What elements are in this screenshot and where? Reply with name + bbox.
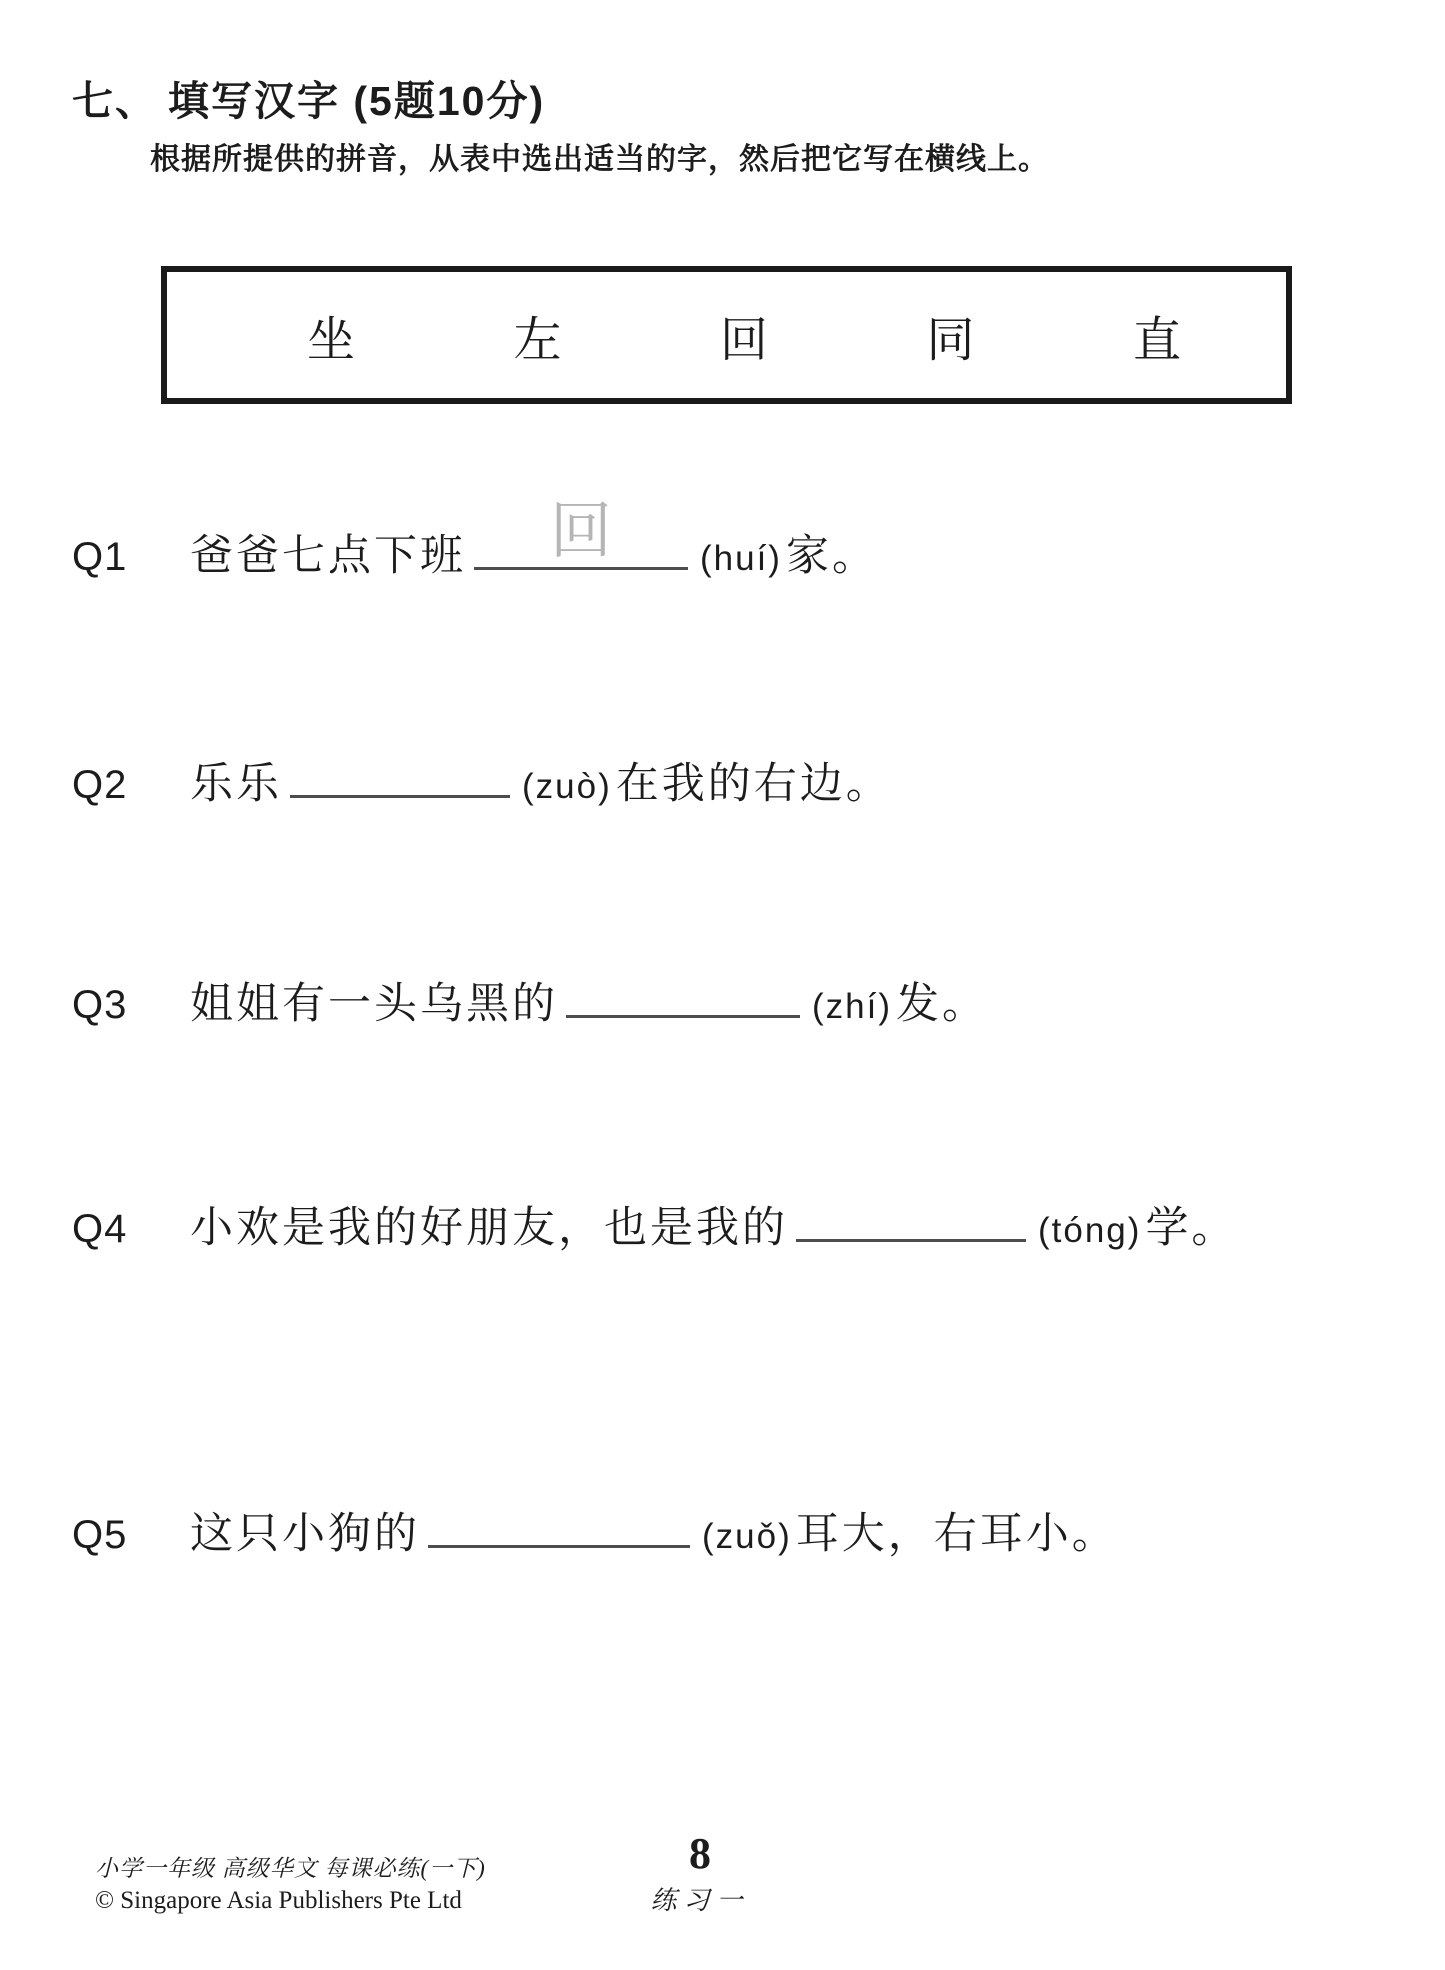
copyright: © Singapore Asia Publishers Pte Ltd [95,1887,462,1914]
question-pre-text: 姐姐有一头乌黑的 [190,981,558,1028]
question-label: Q4 [72,1207,128,1251]
question-text [190,1494,1118,1578]
question-label: Q3 [72,983,128,1027]
question-post-text: 耳大，右耳小。 [795,1511,1118,1558]
question-2 [72,744,1382,828]
bank-character: 同 [926,313,975,367]
question-pre-text: 小欢是我的好朋友，也是我的 [190,1205,788,1252]
question-4 [72,1188,1382,1272]
answer-blank [796,1235,1026,1242]
character-bank-box [161,266,1292,404]
bank-character: 左 [513,313,562,367]
page-number: 8 [689,1829,711,1878]
question-post-text: 家。 [785,533,878,580]
question-label: Q5 [72,1513,128,1557]
question-text [190,744,892,828]
question-1 [72,498,1382,600]
section-heading: 填写汉字 (5题10分) [168,78,546,124]
question-5 [72,1494,1382,1578]
question-pre-text: 爸爸七点下班 [190,533,466,580]
question-post-text: 学。 [1145,1205,1238,1252]
section-number: 七、 [72,78,158,124]
question-pre-text: 这只小狗的 [190,1511,420,1558]
question-text [190,1188,1237,1272]
answer-blank [474,498,688,570]
pinyin-hint: (zuò) [522,767,612,806]
pinyin-hint: (huí) [700,539,782,578]
exercise-label: 练习一 [650,1886,750,1916]
pinyin-hint: (zhí) [812,987,892,1026]
bank-character: 回 [719,313,768,367]
question-label: Q2 [72,763,128,807]
question-3 [72,964,1382,1048]
answer-blank [428,1541,690,1548]
question-text [190,964,988,1048]
instruction-text: 根据所提供的拼音，从表中选出适当的字，然后把它写在横线上。 [150,143,1049,176]
pinyin-hint: (zuǒ) [702,1517,792,1556]
answer-blank [290,791,510,798]
pinyin-hint: (tóng) [1038,1211,1142,1250]
book-info: 小学一年级 高级华文 每课必练(一下) [95,1856,486,1881]
bank-character: 直 [1132,313,1181,367]
section-title-row [72,68,545,127]
question-text [190,498,878,600]
footer-left [95,1850,486,1915]
question-label: Q1 [72,535,128,579]
bank-character: 坐 [307,313,356,367]
answer-blank [566,1011,800,1018]
question-post-text: 在我的右边。 [615,761,892,808]
question-pre-text: 乐乐 [190,761,282,808]
handwritten-answer: 回 [549,498,613,566]
question-post-text: 发。 [896,981,988,1028]
footer-center [635,1830,765,1917]
